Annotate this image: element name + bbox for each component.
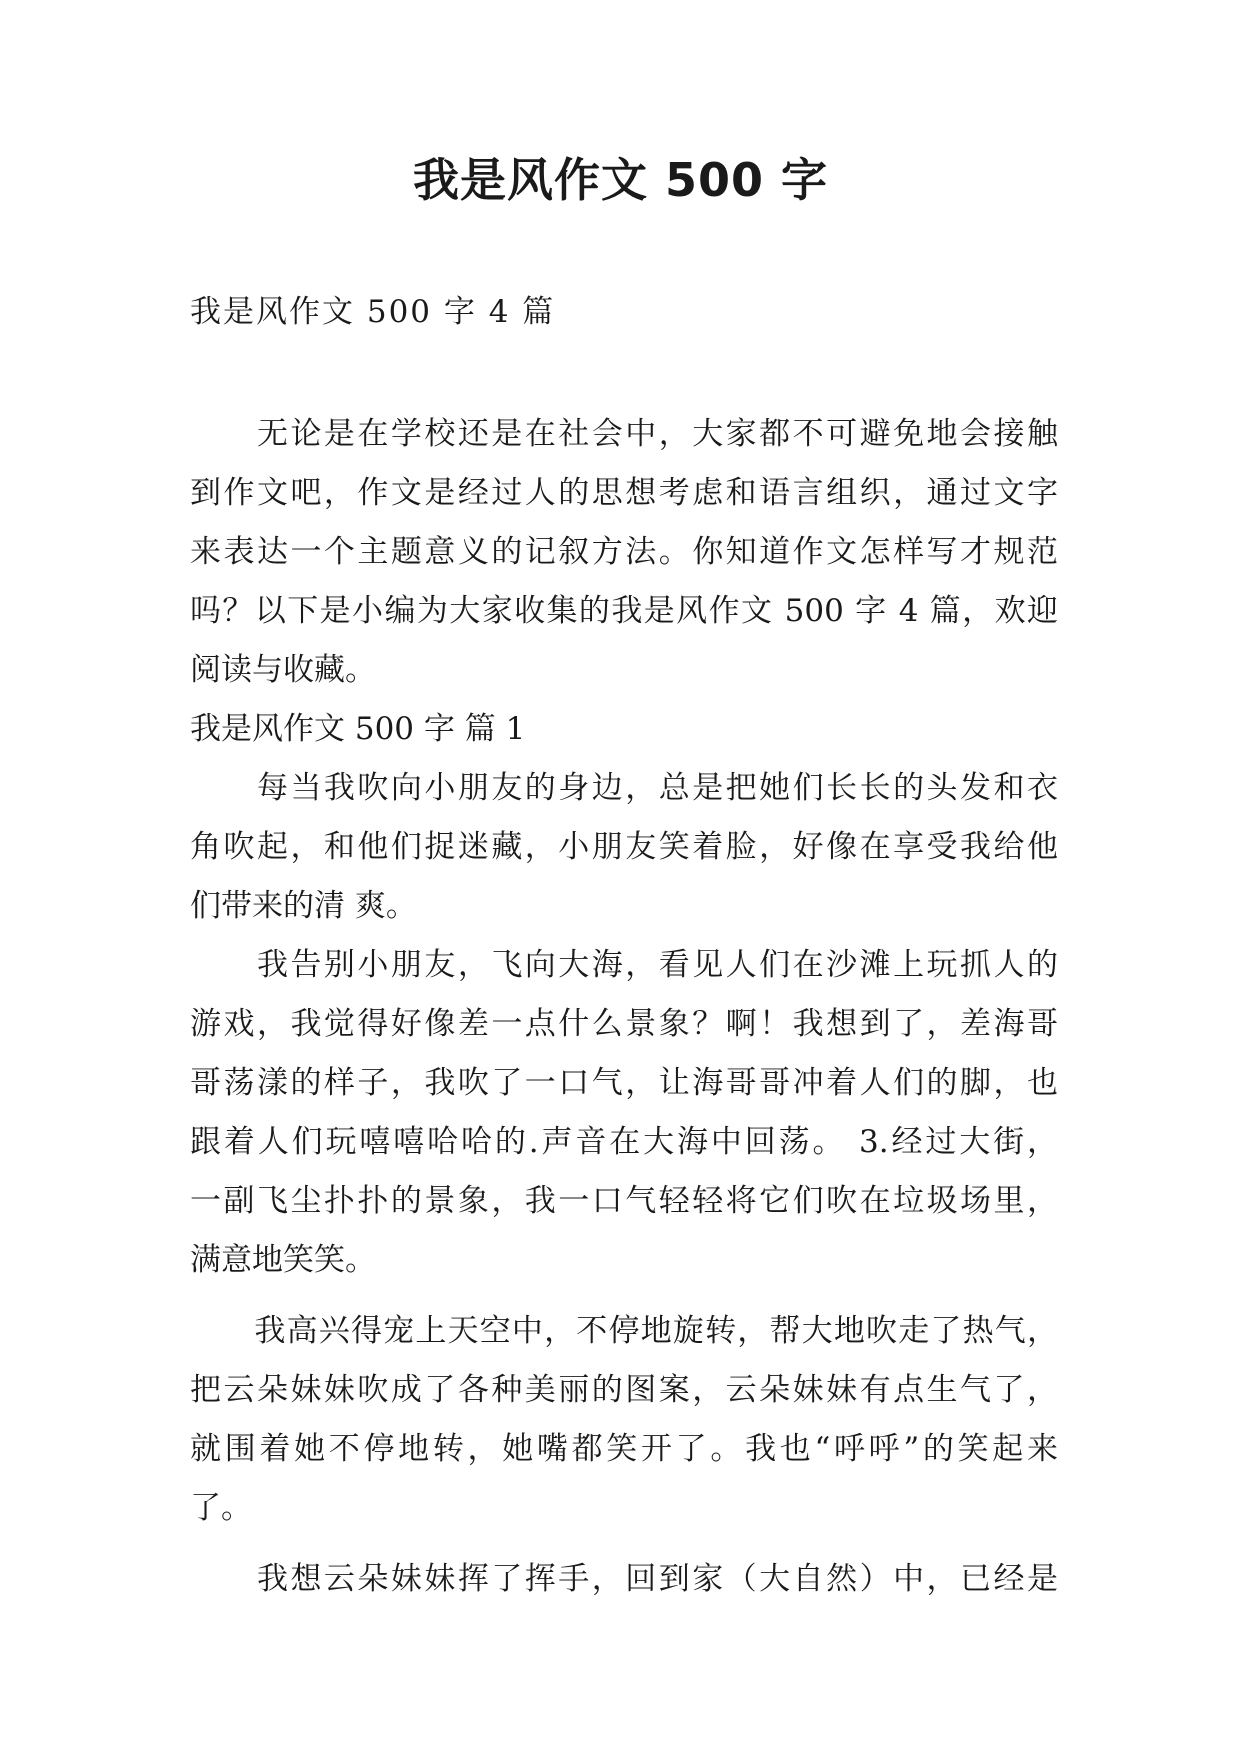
text-line: 来表达一个主题意义的记叙方法。你知道作文怎样写才规范 (190, 534, 1058, 570)
paragraph (190, 936, 1058, 1290)
paragraph (190, 1302, 1058, 1538)
text-line: 到作文吧，作文是经过人的思想考虑和语言组织，通过文字 (190, 475, 1058, 511)
document-title: 我是风作文 500 字 (412, 153, 829, 207)
text-line: 无论是在学校还是在社会中，大家都不可避免地会接触 (190, 416, 1058, 452)
text-line: 角吹起，和他们捉迷藏，小朋友笑着脸，好像在享受我给他 (190, 829, 1058, 865)
text-line: 哥荡漾的样子，我吹了一口气，让海哥哥冲着人们的脚，也 (190, 1065, 1058, 1101)
section-heading (190, 700, 1058, 759)
text-line: 们带来的清 爽。 (190, 888, 417, 924)
text-line: 我高兴得宠上天空中，不停地旋转，帮大地吹走了热气， (190, 1313, 1058, 1349)
text-line: 游戏，我觉得好像差一点什么景象？啊！我想到了，差海哥 (190, 1006, 1058, 1042)
text-line: 了。 (190, 1490, 252, 1526)
text-line: 吗？以下是小编为大家收集的我是风作文 500 字 4 篇，欢迎 (190, 593, 1058, 629)
text-line: 我告别小朋友，飞向大海，看见人们在沙滩上玩抓人的 (190, 947, 1058, 983)
section-heading-text: 我是风作文 500 字 篇 1 (190, 711, 526, 747)
text-line: 阅读与收藏。 (190, 652, 376, 688)
paragraph (190, 759, 1058, 936)
document-body (190, 405, 1058, 1609)
paragraph (190, 1550, 1058, 1609)
paragraph-intro (190, 405, 1058, 700)
text-line: 每当我吹向小朋友的身边，总是把她们长长的头发和衣 (190, 770, 1058, 806)
text-line: 我想云朵妹妹挥了挥手，回到家（大自然）中，已经是 (190, 1561, 1058, 1597)
text-line: 满意地笑笑。 (190, 1242, 376, 1278)
text-line: 一副飞尘扑扑的景象，我一口气轻轻将它们吹在垃圾场里， (190, 1183, 1058, 1219)
text-line: 把云朵妹妹吹成了各种美丽的图案，云朵妹妹有点生气了， (190, 1372, 1058, 1408)
text-line: 就围着她不停地转，她嘴都笑开了。我也“呼呼”的笑起来 (190, 1431, 1058, 1467)
text-line: 跟着人们玩嘻嘻哈哈的.声音在大海中回荡。 3.经过大街， (190, 1124, 1058, 1160)
document-subtitle: 我是风作文 500 字 4 篇 (190, 294, 556, 330)
